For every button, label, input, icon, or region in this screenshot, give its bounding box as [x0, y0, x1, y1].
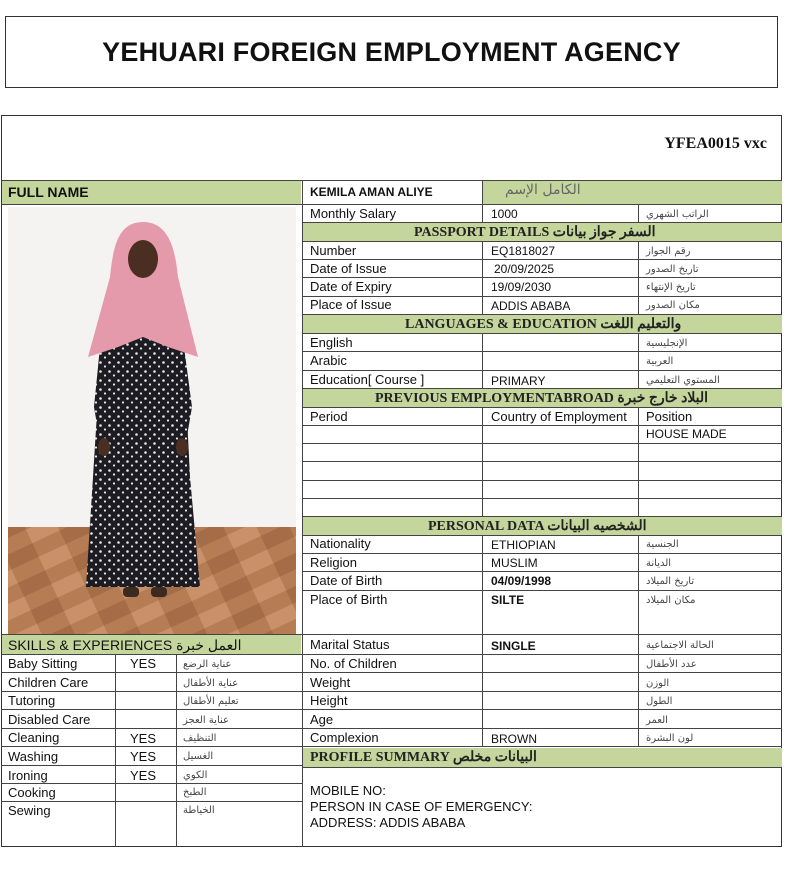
- weight-arabic: الوزن: [646, 678, 670, 689]
- skill-arabic-baby-sitting: عناية الرضع: [183, 659, 232, 670]
- emergency-line: PERSON IN CASE OF EMERGENCY:: [310, 799, 533, 814]
- place-of-issue-arabic: مكان الصدور: [646, 300, 700, 311]
- skill-arabic-washing: الغسيل: [183, 751, 214, 762]
- agency-title: YEHUARI FOREIGN EMPLOYMENT AGENCY: [5, 16, 778, 88]
- salary-label: Monthly Salary: [310, 206, 396, 221]
- education-value: PRIMARY: [491, 374, 546, 388]
- skill-label-washing: Washing: [8, 749, 59, 764]
- skill-value-cleaning: YES: [130, 731, 157, 746]
- mobile-line: MOBILE NO:: [310, 783, 386, 798]
- nationality-label: Nationality: [310, 536, 371, 551]
- employment-col-period: Period: [310, 409, 348, 424]
- complexion-arabic: لون البشرة: [646, 733, 694, 744]
- place-of-issue-value: ADDIS ABABA: [491, 299, 571, 313]
- reference-code: YFEA0015 vxc: [664, 135, 767, 152]
- weight-label: Weight: [310, 675, 351, 690]
- children-label: No. of Children: [310, 656, 397, 671]
- complexion-value: BROWN: [491, 732, 537, 746]
- full-name-value: KEMILA AMAN ALIYE: [310, 185, 433, 199]
- skill-arabic-cooking: الطبخ: [183, 787, 207, 798]
- address-line: ADDRESS: ADDIS ABABA: [310, 815, 466, 830]
- skill-label-sewing: Sewing: [8, 803, 51, 818]
- skill-label-cleaning: Cleaning: [8, 730, 60, 745]
- skill-value-washing: YES: [130, 749, 157, 764]
- skill-label-baby-sitting: Baby Sitting: [8, 656, 78, 671]
- height-arabic: الطول: [646, 696, 673, 707]
- languages-header: LANGUAGES & EDUCATION والتعليم اللغت: [405, 317, 682, 332]
- full-name-arabic: الكامل الإسم: [505, 182, 581, 198]
- religion-label: Religion: [310, 555, 357, 570]
- skill-label-tutoring: Tutoring: [8, 693, 56, 708]
- skill-arabic-sewing: الخياطة: [183, 805, 215, 816]
- religion-arabic: الديانة: [646, 558, 672, 569]
- english-arabic: الإنجليسية: [646, 338, 688, 349]
- full-name-label: FULL NAME: [8, 184, 89, 200]
- arabic-arabic: العربية: [646, 356, 674, 367]
- marital-value: SINGLE: [491, 639, 536, 653]
- issue-date-value: 20/09/2025: [494, 262, 555, 276]
- skill-label-disabled-care: Disabled Care: [8, 712, 91, 727]
- children-arabic: عدد الأطفال: [646, 659, 697, 670]
- skills-header: SKILLS & EXPERIENCES العمل خبرة: [8, 637, 242, 653]
- skill-arabic-ironing: الكوي: [183, 770, 208, 781]
- dob-label: Date of Birth: [310, 573, 383, 588]
- passport-header: PASSPORT DETAILS السفر جواز بيانات: [414, 225, 656, 240]
- employment-col-country: Country of Employment: [491, 409, 627, 424]
- skill-arabic-disabled-care: عناية العجز: [183, 715, 229, 726]
- skill-value-ironing: YES: [130, 768, 157, 783]
- birthplace-value: SILTE: [491, 593, 525, 607]
- skill-label-cooking: Cooking: [8, 785, 56, 800]
- skill-label-ironing: Ironing: [8, 768, 48, 783]
- dob-value: 04/09/1998: [491, 574, 552, 588]
- skill-arabic-tutoring: تعليم الأطفال: [183, 696, 239, 707]
- arabic-label: Arabic: [310, 353, 347, 368]
- place-of-issue-label: Place of Issue: [310, 297, 392, 312]
- personal-header: PERSONAL DATA الشخصيه البيانات: [428, 519, 647, 534]
- skill-value-baby-sitting: YES: [130, 656, 157, 671]
- education-label: Education[ Course ]: [310, 372, 425, 387]
- dob-arabic: تاريخ الميلاد: [646, 576, 695, 587]
- skill-arabic-cleaning: التنظيف: [183, 733, 217, 744]
- passport-number-label: Number: [310, 243, 357, 258]
- religion-value: MUSLIM: [491, 556, 538, 570]
- passport-number-value: EQ1818027: [491, 244, 556, 258]
- employment-row-position: HOUSE MADE: [646, 427, 727, 441]
- skill-label-children-care: Children Care: [8, 675, 89, 690]
- profile-header: PROFILE SUMMARY البيانات مخلص: [310, 750, 537, 765]
- marital-label: Marital Status: [310, 637, 390, 652]
- employment-header: PREVIOUS EMPLOYMENTABROAD البلاد خارج خبرة: [375, 391, 709, 406]
- nationality-arabic: الجنسية: [646, 539, 679, 550]
- birthplace-arabic: مكان الميلاد: [646, 595, 696, 606]
- issue-date-label: Date of Issue: [310, 261, 387, 276]
- employment-col-position: Position: [646, 409, 693, 424]
- marital-arabic: الحالة الاجتماعية: [646, 640, 714, 651]
- expiry-date-value: 19/09/2030: [491, 280, 552, 294]
- height-label: Height: [310, 693, 348, 708]
- age-label: Age: [310, 712, 334, 727]
- skill-arabic-children-care: عناية الأطفال: [183, 678, 239, 689]
- applicant-photo: [8, 207, 296, 634]
- nationality-value: ETHIOPIAN: [491, 538, 556, 552]
- english-label: English: [310, 335, 353, 350]
- passport-number-arabic: رقم الجواز: [646, 246, 691, 257]
- salary-value: 1000: [491, 207, 518, 221]
- salary-arabic: الراتب الشهري: [646, 209, 709, 220]
- issue-date-arabic: تاريخ الصدور: [646, 264, 699, 275]
- birthplace-label: Place of Birth: [310, 592, 388, 607]
- complexion-label: Complexion: [310, 730, 379, 745]
- age-arabic: العمر: [646, 715, 668, 726]
- education-arabic: المستوي التعليمي: [646, 375, 720, 386]
- expiry-date-label: Date of Expiry: [310, 279, 392, 294]
- expiry-date-arabic: تاريخ الإنتهاء: [646, 282, 696, 293]
